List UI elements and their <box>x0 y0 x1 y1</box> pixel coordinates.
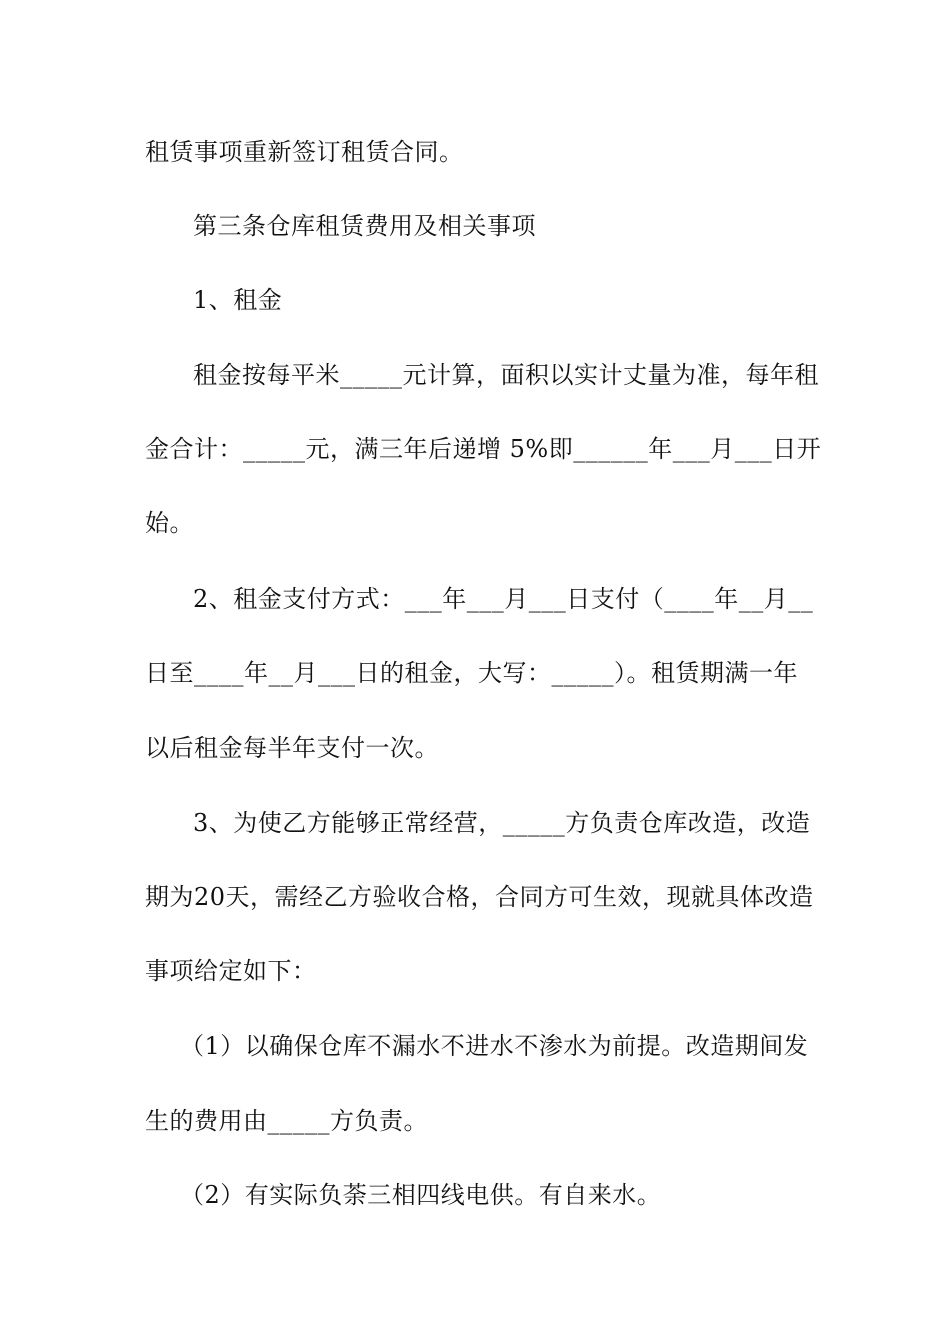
section-heading: 第三条仓库租赁费用及相关事项 <box>193 212 536 240</box>
paragraph-line: 期为20天，需经乙方验收合格，合同方可生效，现就具体改造 <box>145 883 814 911</box>
paragraph-line: 3、为使乙方能够正常经营，_____方负责仓库改造，改造 <box>193 809 811 837</box>
paragraph-line: 始。 <box>145 509 194 537</box>
paragraph-line: （2）有实际负荼三相四线电供。有自来水。 <box>180 1181 662 1209</box>
paragraph-line: 租金按每平米_____元计算，面积以实计丈量为准，每年租 <box>193 361 819 389</box>
subsection-heading: 1、租金 <box>193 286 283 314</box>
paragraph-line: （1）以确保仓库不漏水不进水不渗水为前提。改造期间发 <box>180 1032 809 1060</box>
paragraph-line: 日至____年__月___日的租金，大写：_____）。租赁期满一年 <box>145 659 798 687</box>
paragraph-line: 租赁事项重新签订租赁合同。 <box>145 138 464 166</box>
paragraph-line: 事项给定如下： <box>145 957 317 985</box>
paragraph-line: 以后租金每半年支付一次。 <box>145 734 439 762</box>
paragraph-line: 2、租金支付方式：___年___月___日支付（____年__月__ <box>193 585 814 613</box>
paragraph-line: 生的费用由_____方负责。 <box>145 1107 428 1135</box>
paragraph-line: 金合计：_____元，满三年后递增 5%即______年___月___日开 <box>145 435 822 463</box>
